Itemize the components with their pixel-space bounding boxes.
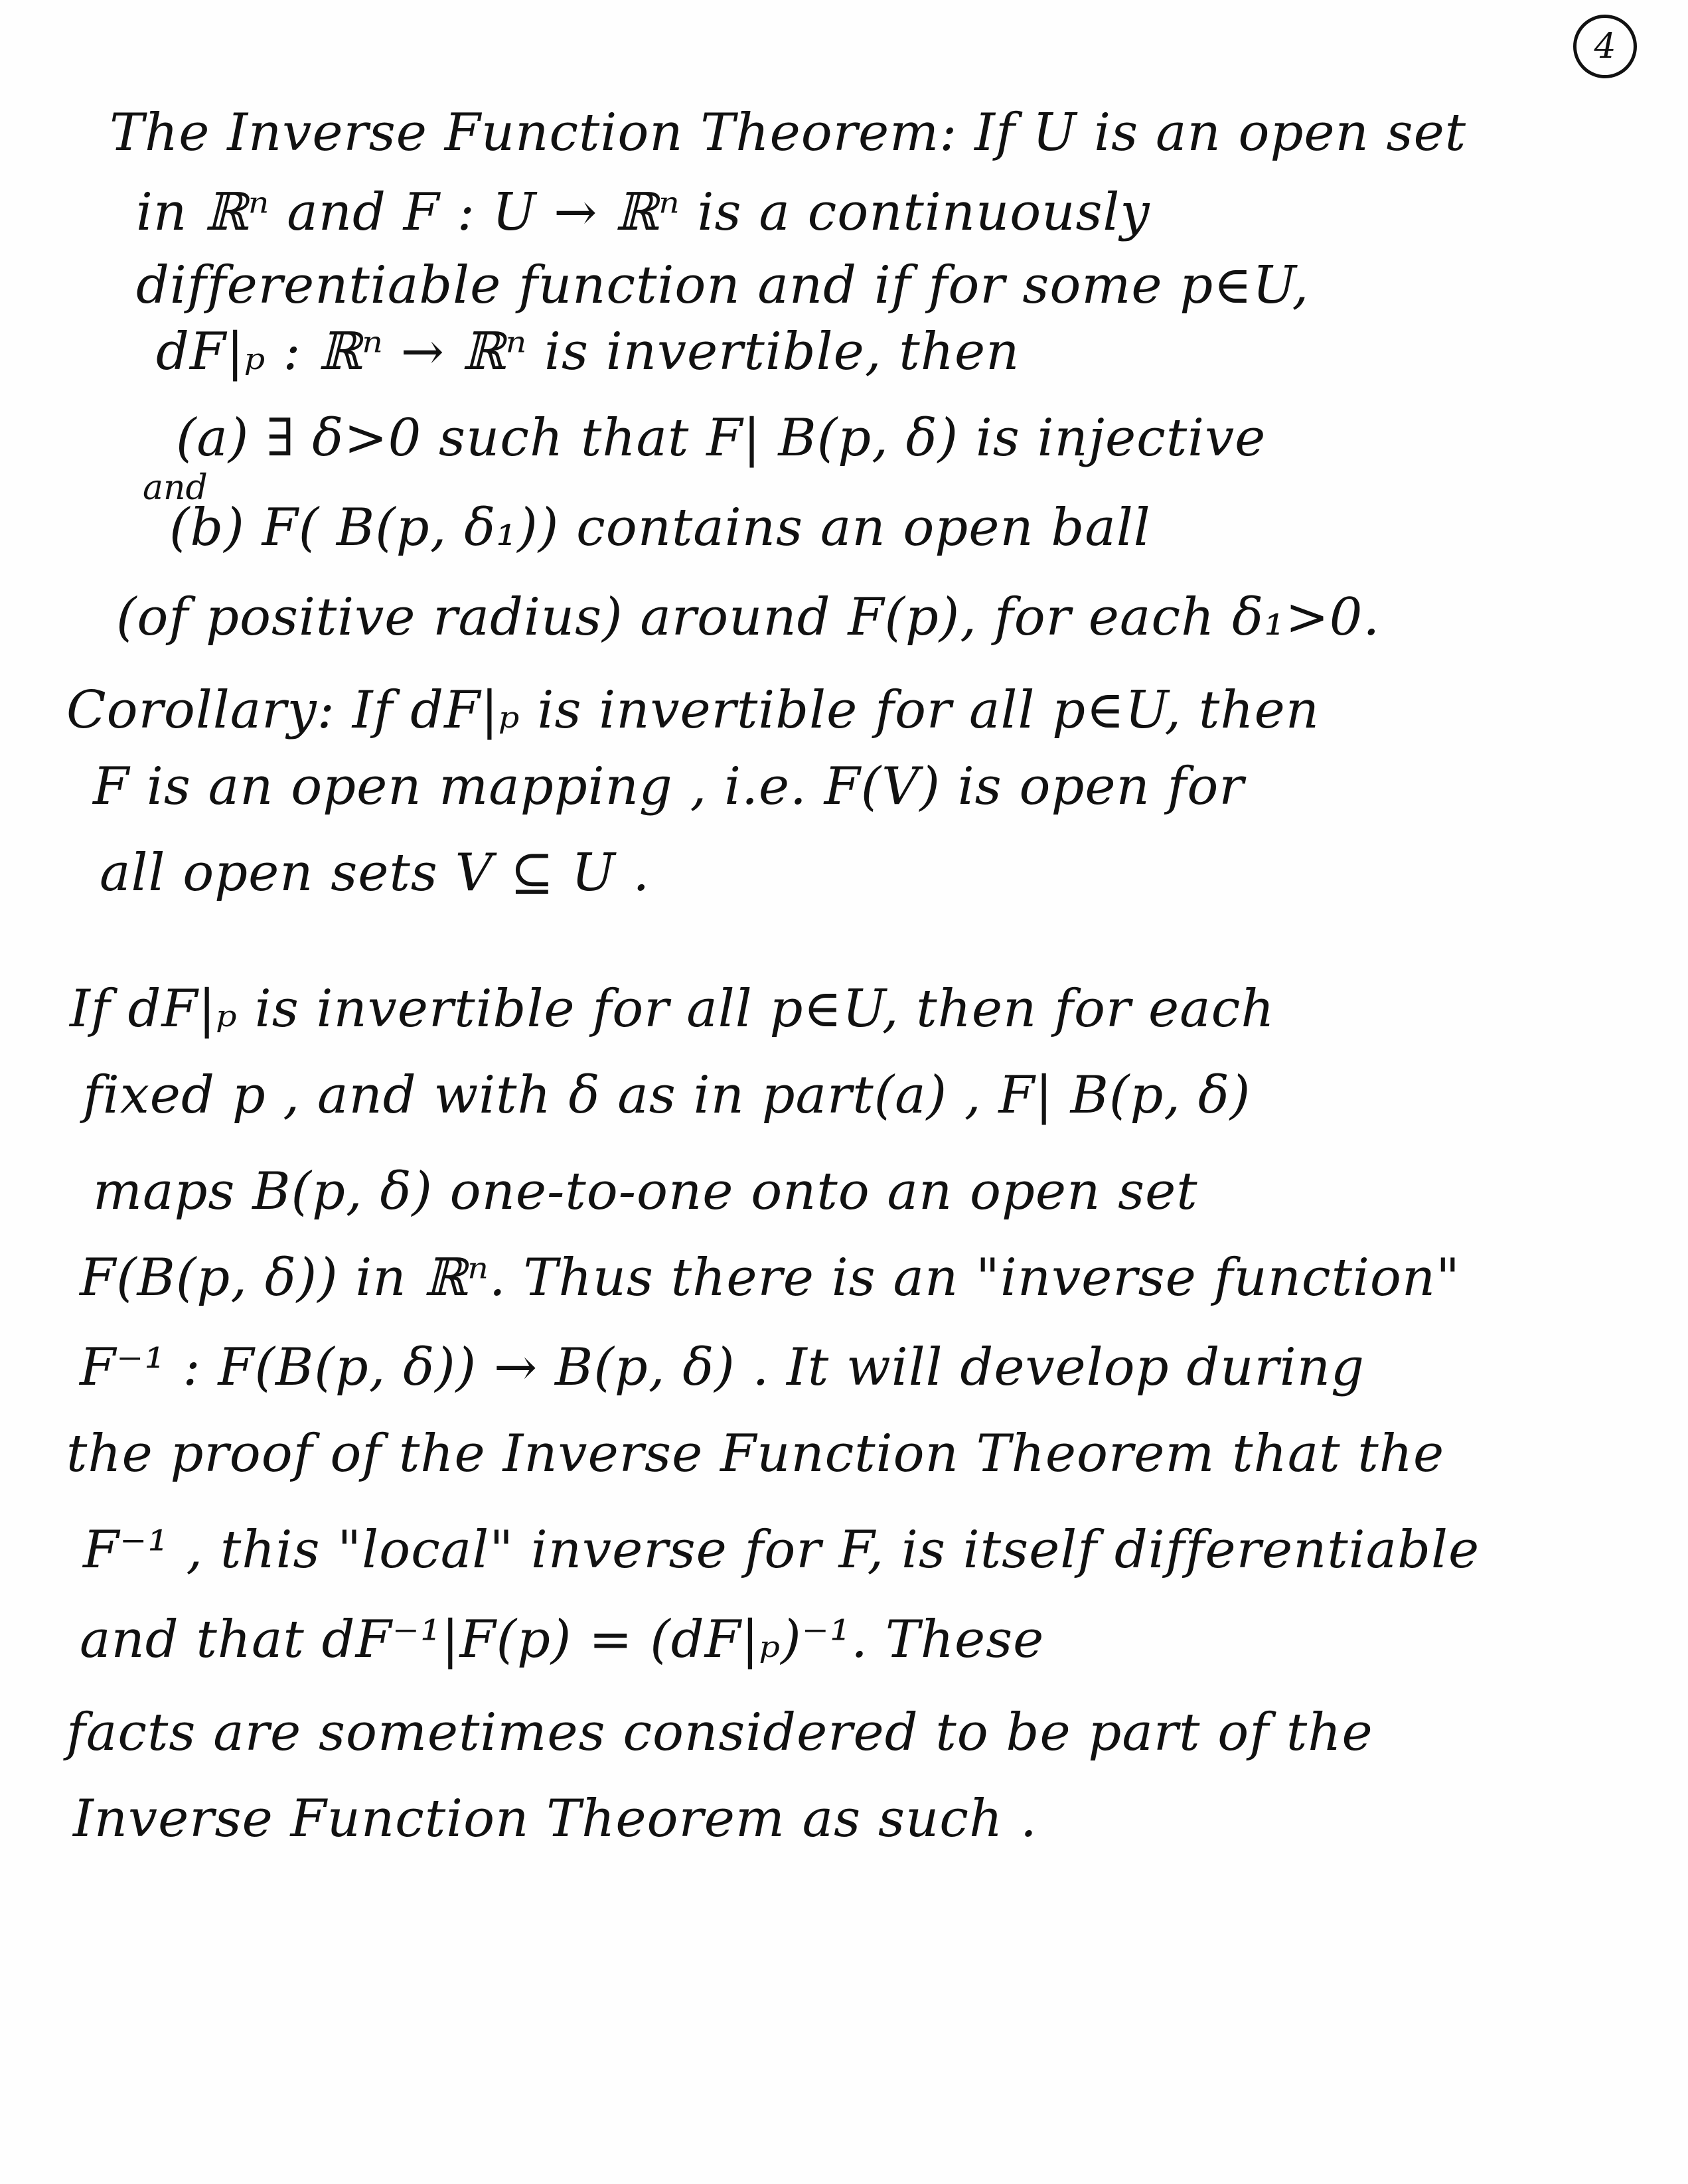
corollary-line-1: Corollary: If dF|ₚ is invertible for all p∈U, then — [66, 680, 1320, 740]
theorem-line-2: in ℝⁿ and F : U → ℝⁿ is a continuously — [136, 183, 1150, 242]
theorem-line-7: (of positive radius) around F(p), for each δ₁>0. — [116, 587, 1381, 647]
page-number-badge — [1573, 15, 1637, 78]
theorem-line-3: differentiable function and if for some p∈U, — [136, 256, 1310, 315]
discussion-line-6: the proof of the Inverse Function Theorem that the — [66, 1424, 1445, 1484]
corollary-line-3: all open sets V ⊆ U . — [100, 843, 651, 903]
discussion-line-7: F⁻¹ , this "local" inverse for F, is itself differentiable — [83, 1520, 1480, 1580]
theorem-item-b: (b) F( B(p, δ₁)) contains an open ball — [169, 498, 1151, 558]
page-number: 4 — [1594, 27, 1616, 66]
theorem-item-a: (a) ∃ δ>0 such that F| B(p, δ) is injective — [176, 408, 1266, 468]
discussion-line-10: Inverse Function Theorem as such . — [73, 1789, 1037, 1849]
theorem-line-4: dF|ₚ : ℝⁿ → ℝⁿ is invertible, then — [156, 322, 1020, 382]
discussion-line-1: If dF|ₚ is invertible for all p∈U, then for each — [70, 979, 1275, 1039]
discussion-line-2: fixed p , and with δ as in part(a) , F| B(p, δ) — [83, 1065, 1251, 1125]
discussion-line-9: facts are sometimes considered to be part of the — [66, 1703, 1373, 1762]
theorem-line-1: The Inverse Function Theorem: If U is an open set — [110, 103, 1467, 163]
and-label: and — [143, 468, 208, 508]
discussion-line-5: F⁻¹ : F(B(p, δ)) → B(p, δ) . It will develop during — [80, 1338, 1365, 1397]
discussion-line-8: and that dF⁻¹|F(p) = (dF|ₚ)⁻¹. These — [80, 1610, 1045, 1670]
discussion-line-4: F(B(p, δ)) in ℝⁿ. Thus there is an "inverse function" — [80, 1248, 1460, 1308]
corollary-line-2: F is an open mapping , i.e. F(V) is open for — [93, 757, 1245, 817]
discussion-line-3: maps B(p, δ) one-to-one onto an open set — [93, 1162, 1198, 1221]
